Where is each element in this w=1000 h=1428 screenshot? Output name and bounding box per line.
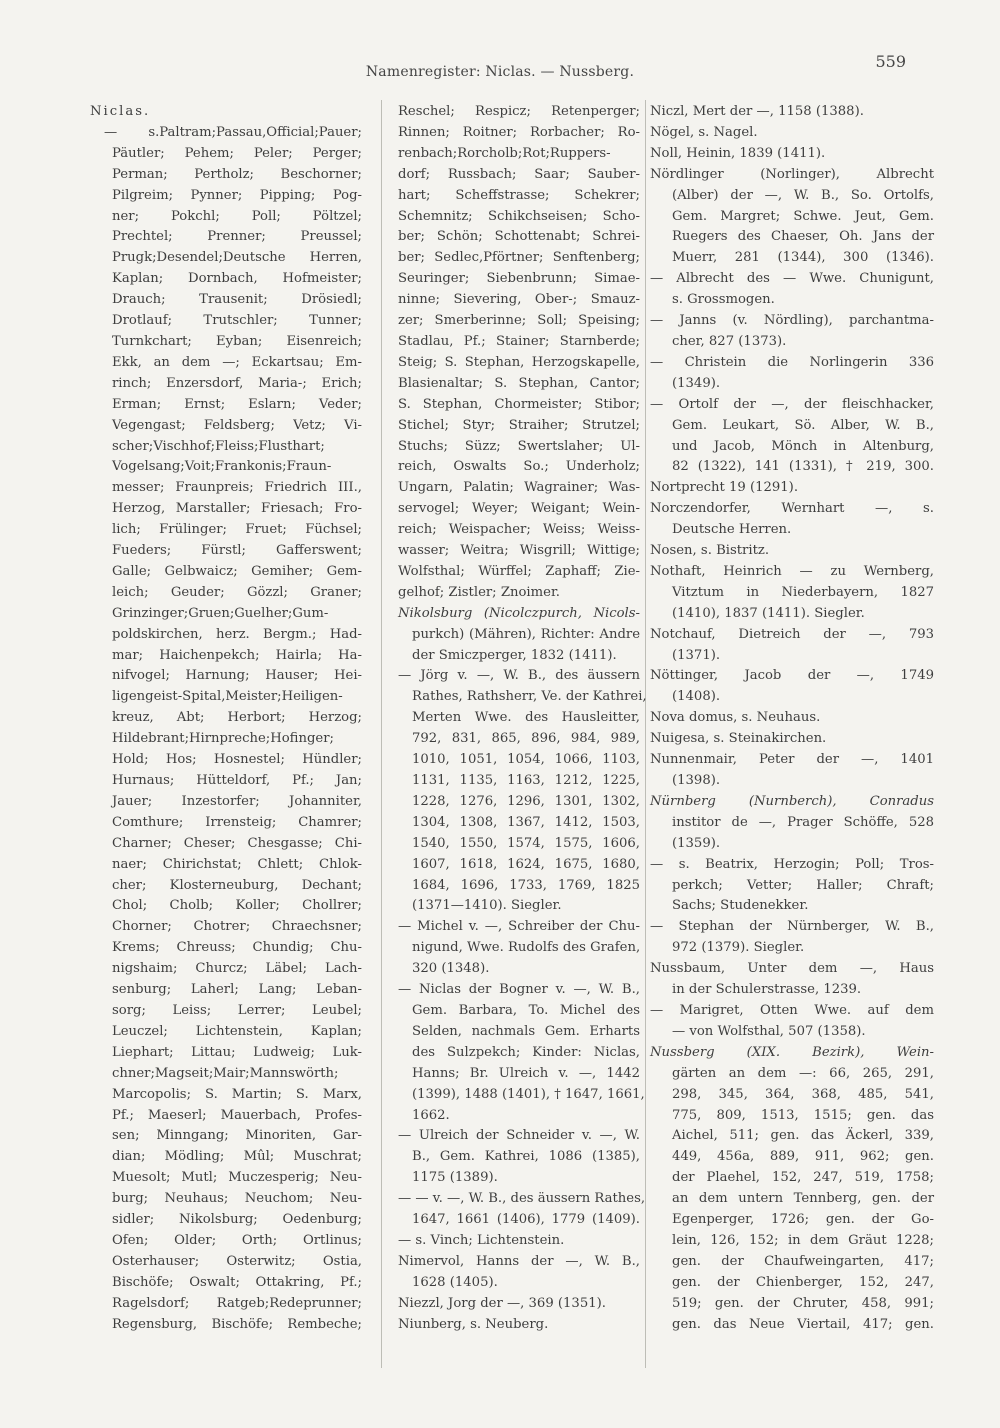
index-line: Nussberg (XIX. Bezirk), Wein-: [650, 1044, 934, 1060]
index-line: Krems; Chreuss; Chundig; Chu-: [112, 940, 362, 956]
index-line: — s. Vinch; Lichtenstein.: [398, 1232, 565, 1248]
index-line: Jauer; Inzestorfer; Johanniter,: [112, 793, 362, 809]
index-line: ber; Sedlec,Pförtner; Senftenberg;: [398, 250, 640, 266]
index-line: gen. das Neue Viertail, 417; gen.: [672, 1316, 934, 1332]
index-line: Muerr, 281 (1344), 300 (1346).: [672, 250, 934, 266]
index-line: Gem. Margret; Schwe. Jeut, Gem.: [672, 208, 934, 224]
index-line: Vogelsang;Voit;Frankonis;Fraun-: [112, 459, 332, 475]
index-column-3: [650, 102, 934, 1335]
index-line: Nikolsburg (Nicolczpurch, Nicols-: [398, 605, 640, 621]
index-line: 1304, 1308, 1367, 1412, 1503,: [412, 814, 640, 830]
index-line: 1628 (1405).: [412, 1274, 498, 1290]
index-line: Bischöfe; Oswalt; Ottakring, Pf.;: [112, 1274, 362, 1290]
index-line: Hold; Hos; Hosnestel; Hündler;: [112, 752, 362, 768]
index-line: Prugk;Desendel;Deutsche Herren,: [112, 250, 362, 266]
column-rule-left: [381, 100, 382, 1368]
index-line: 519; gen. der Chruter, 458, 991;: [672, 1295, 934, 1311]
index-line: Niczl, Mert der —, 1158 (1388).: [650, 104, 864, 119]
index-line: kreuz, Abt; Herbort; Herzog;: [112, 710, 362, 726]
index-line: Gem. Barbara, To. Michel des: [412, 1002, 640, 1018]
index-line: (1349).: [672, 375, 721, 391]
index-line: Selden, nachmals Gem. Erharts: [412, 1023, 640, 1039]
index-line: messer; Fraunpreis; Friedrich III.,: [112, 480, 362, 496]
index-line: Nuigesa, s. Steinakirchen.: [650, 731, 827, 747]
index-line: Notchauf, Dietreich der —, 793: [650, 626, 934, 642]
index-line: Comthure; Irrensteig; Chamrer;: [112, 814, 362, 830]
index-line: 775, 809, 1513, 1515; gen. das: [672, 1107, 934, 1123]
index-line: s. Grossmogen.: [672, 292, 775, 308]
index-line: 82 (1322), 141 (1331), † 219, 300.: [672, 459, 934, 475]
index-line: sidler; Nikolsburg; Oedenburg;: [112, 1212, 362, 1228]
index-column-2: [398, 102, 647, 1335]
index-line: senburg; Laherl; Lang; Leban-: [112, 982, 362, 998]
index-line: leich; Geuder; Gözzl; Graner;: [112, 584, 362, 600]
index-line: ber; Schön; Schottenabt; Schrei-: [398, 229, 640, 245]
index-line: nigund, Wwe. Rudolfs des Grafen,: [412, 940, 641, 956]
index-line: Nosen, s. Bistritz.: [650, 543, 770, 559]
index-line: Liephart; Littau; Ludweig; Luk-: [112, 1044, 362, 1060]
index-line: Aichel, 511; gen. das Äckerl, 339,: [672, 1128, 934, 1144]
index-line: (1408).: [672, 689, 721, 705]
index-line: Ofen; Older; Orth; Ortlinus;: [112, 1232, 362, 1248]
index-line: chner;Magseit;Mair;Mannswörth;: [112, 1065, 339, 1081]
index-line: ninne; Sievering, Ober-; Smauz-: [398, 292, 640, 308]
index-line: nigshaim; Churcz; Läbel; Lach-: [112, 961, 362, 977]
index-line: (1371).: [672, 647, 721, 663]
index-line: — Ortolf der —, der fleischhacker,: [650, 396, 934, 412]
index-line: ner; Pokchl; Poll; Pöltzel;: [112, 208, 362, 224]
index-line: 1010, 1051, 1054, 1066, 1103,: [412, 752, 640, 768]
index-line: Schemnitz; Schikchseisen; Scho-: [398, 208, 640, 224]
index-line: (1398).: [672, 773, 721, 788]
index-line: Erman; Ernst; Eslarn; Veder;: [112, 396, 362, 412]
index-line: Nussbaum, Unter dem —, Haus: [650, 961, 934, 977]
index-line: Egenperger, 1726; gen. der Go-: [672, 1212, 934, 1228]
index-line: in der Schulerstrasse, 1239.: [672, 982, 862, 998]
index-line: (Alber) der —, W. B., So. Ortolfs,: [672, 187, 934, 203]
index-line: (1371—1410). Siegler.: [412, 898, 562, 914]
index-line: Leuczel; Lichtenstein, Kaplan;: [112, 1023, 362, 1039]
index-line: Nothaft, Heinrich — zu Wernberg,: [650, 563, 934, 579]
index-line: Drotlauf; Trutschler; Tunner;: [112, 313, 362, 329]
index-line: Hildebrant;Hirnpreche;Hofinger;: [112, 731, 334, 747]
index-line: lein, 126, 152; in dem Gräut 1228;: [672, 1232, 934, 1248]
index-line: gen. der Chaufweingarten, 417;: [672, 1253, 934, 1269]
index-line: Pilgreim; Pynner; Pipping; Pog-: [112, 187, 362, 203]
index-line: naer; Chirichstat; Chlett; Chlok-: [112, 856, 362, 872]
index-line: Nortprecht 19 (1291).: [650, 480, 799, 496]
index-line: 1228, 1276, 1296, 1301, 1302,: [412, 793, 640, 809]
index-line: wasser; Weitra; Wisgrill; Wittige;: [398, 543, 640, 559]
index-line: cher, 827 (1373).: [672, 333, 787, 349]
running-header-title: Namenregister: Niclas. — Nussberg.: [365, 64, 635, 80]
index-line: (1399), 1488 (1401), † 1647, 1661,: [412, 1086, 645, 1102]
index-line: Niunberg, s. Neuberg.: [398, 1316, 549, 1332]
index-line: institor de —, Prager Schöffe, 528: [672, 814, 934, 830]
index-line: S. Stephan, Chormeister; Stibor;: [398, 396, 640, 412]
index-line: und Jacob, Mönch in Altenburg,: [672, 438, 934, 454]
index-line: — Niclas der Bogner v. —, W. B.,: [398, 982, 640, 998]
index-line: dorf; Russbach; Saar; Sauber-: [398, 166, 640, 182]
index-line: Perman; Pertholz; Beschorner;: [112, 166, 362, 182]
index-line: servogel; Weyer; Weigant; Wein-: [398, 501, 640, 517]
index-line: Ragelsdorf; Ratgeb;Redeprunner;: [112, 1295, 362, 1311]
index-line: zer; Smerberinne; Soll; Speising;: [398, 313, 640, 329]
index-line: der Plaehel, 152, 247, 519, 1758;: [672, 1170, 934, 1186]
index-line: sen; Minngang; Minoriten, Gar-: [112, 1128, 362, 1144]
index-line: Merten Wwe. des Hausleitter,: [412, 710, 640, 726]
index-line: 298, 345, 364, 368, 485, 541,: [672, 1086, 934, 1102]
index-line: Vitztum in Niederbayern, 1827: [672, 584, 934, 600]
index-line: — Stephan der Nürnberger, W. B.,: [650, 919, 934, 935]
index-line: — Michel v. —, Schreiber der Chu-: [398, 919, 640, 935]
index-line: Sachs; Studenekker.: [672, 898, 809, 914]
index-line: Nova domus, s. Neuhaus.: [650, 710, 821, 726]
index-line: 1607, 1618, 1624, 1675, 1680,: [412, 856, 640, 872]
index-line: Niezzl, Jorg der —, 369 (1351).: [398, 1295, 606, 1311]
index-line: — Marigret, Otten Wwe. auf dem: [650, 1002, 934, 1018]
index-line: — Janns (v. Nördling), parchantma-: [650, 313, 934, 329]
index-line: Hanns; Br. Ulreich v. —, 1442: [412, 1065, 640, 1081]
index-line: Noll, Heinin, 1839 (1411).: [650, 145, 826, 161]
index-line: 792, 831, 865, 896, 984, 989,: [412, 731, 640, 747]
index-line: Stadlau, Pf.; Stainer; Starnberde;: [398, 333, 640, 349]
index-line: Turnkchart; Eyban; Eisenreich;: [112, 333, 362, 349]
index-line: reich; Weispacher; Weiss; Weiss-: [398, 522, 640, 538]
index-line: Marcopolis; S. Martin; S. Marx,: [112, 1086, 362, 1102]
index-line: gelhof; Zistler; Znoimer.: [398, 584, 560, 600]
index-line: Stuchs; Süzz; Swertslaher; Ul-: [398, 438, 640, 454]
index-line: Norczendorfer, Wernhart —, s.: [650, 501, 934, 517]
index-line: an dem untern Tennberg, gen. der: [672, 1191, 934, 1207]
index-line: Steig; S. Stephan, Herzogskapelle,: [398, 354, 640, 370]
index-line: Päutler; Pehem; Peler; Perger;: [112, 145, 362, 161]
index-line: perkch; Vetter; Haller; Chraft;: [672, 877, 934, 893]
index-line: scher;Vischhof;Fleiss;Flusthart;: [112, 438, 325, 454]
index-line: hart; Scheffstrasse; Schekrer;: [398, 187, 640, 203]
index-line: der Smiczperger, 1832 (1411).: [412, 647, 617, 663]
index-line: 972 (1379). Siegler.: [672, 940, 805, 956]
index-line: reich, Oswalts So.; Underholz;: [398, 459, 640, 475]
index-line: gen. der Chienberger, 152, 247,: [672, 1274, 934, 1290]
index-line: 449, 456a, 889, 911, 962; gen.: [672, 1149, 934, 1165]
index-line: cher; Klosterneuburg, Dechant;: [112, 877, 362, 893]
index-line: 1684, 1696, 1733, 1769, 1825: [412, 877, 640, 893]
index-line: Drauch; Trausenit; Drösiedl;: [112, 292, 362, 308]
index-line: Kaplan; Dornbach, Hofmeister;: [112, 271, 362, 287]
index-line: 320 (1348).: [412, 961, 490, 977]
page-number: 559: [875, 52, 906, 71]
index-line: Grinzinger;Gruen;Guelher;Gum-: [112, 605, 329, 621]
index-line: 1540, 1550, 1574, 1575, 1606,: [412, 835, 640, 851]
index-line: 1662.: [412, 1107, 450, 1123]
index-line: sorg; Leiss; Lerrer; Leubel;: [112, 1002, 362, 1018]
index-column-1: [90, 102, 362, 1335]
index-line: des Sulzpekch; Kinder: Niclas,: [412, 1044, 640, 1060]
index-line: Seuringer; Siebenbrunn; Simae-: [398, 271, 640, 287]
index-line: lich; Frülinger; Fruet; Füchsel;: [112, 522, 362, 538]
index-line: Wolfsthal; Würffel; Zaphaff; Zie-: [398, 563, 640, 579]
index-line: B., Gem. Kathrei, 1086 (1385),: [412, 1149, 640, 1165]
column-rule-right: [645, 100, 646, 1368]
index-line: 1647, 1661 (1406), 1779 (1409).: [412, 1212, 640, 1228]
index-line: Ruegers des Chaeser, Oh. Jans der: [672, 229, 934, 245]
index-line: nifvogel; Harnung; Hauser; Hei-: [112, 668, 362, 684]
index-line: Galle; Gelbwaicz; Gemiher; Gem-: [112, 563, 362, 579]
index-line: Pf.; Maeserl; Mauerbach, Profes-: [112, 1107, 362, 1123]
index-line: poldskirchen, herz. Bergm.; Had-: [112, 626, 362, 642]
index-line: rinch; Enzersdorf, Maria-; Erich;: [112, 375, 362, 391]
index-line: renbach;Rorcholb;Rot;Ruppers-: [398, 145, 611, 161]
index-line: Blasienaltar; S. Stephan, Cantor;: [398, 375, 640, 391]
index-line: — Jörg v. —, W. B., des äussern: [398, 668, 640, 684]
index-line: Nördlinger (Norlinger), Albrecht: [650, 166, 934, 182]
index-line: — von Wolfsthal, 507 (1358).: [672, 1023, 866, 1039]
index-line: Stichel; Styr; Straiher; Strutzel;: [398, 417, 640, 433]
index-line: Chorner; Chotrer; Chraechsner;: [112, 919, 362, 935]
index-line: Prechtel; Prenner; Preussel;: [112, 229, 362, 245]
index-line: — s. Beatrix, Herzogin; Poll; Tros-: [650, 856, 934, 872]
index-line: Ekk, an dem —; Eckartsau; Em-: [112, 354, 362, 370]
index-line: Rinnen; Roitner; Rorbacher; Ro-: [398, 124, 640, 140]
index-line: — Ulreich der Schneider v. —, W.: [398, 1128, 640, 1144]
index-line: Nimervol, Hanns der —, W. B.,: [398, 1253, 640, 1269]
index-line: — Albrecht des — Wwe. Chunigunt,: [650, 271, 934, 287]
index-line: gärten an dem —: 66, 265, 291,: [672, 1065, 934, 1081]
index-line: 1175 (1389).: [412, 1170, 498, 1186]
index-line: (1359).: [672, 835, 721, 851]
index-line: mar; Haichenpekch; Hairla; Ha-: [112, 647, 362, 663]
index-line: Chol; Cholb; Koller; Chollrer;: [112, 898, 362, 914]
index-line: (1410), 1837 (1411). Siegler.: [672, 605, 865, 621]
index-line: — Christein die Norlingerin 336: [650, 354, 934, 370]
index-line: Nürnberg (Nurnberch), Conradus: [650, 793, 934, 809]
index-line: Ungarn, Palatin; Wagrainer; Was-: [398, 480, 640, 496]
index-line: Herzog, Marstaller; Friesach; Fro-: [112, 501, 362, 517]
index-line: Regensburg, Bischöfe; Rembeche;: [112, 1316, 362, 1332]
index-line: Muesolt; Mutl; Muczesperig; Neu-: [112, 1170, 362, 1186]
index-line: Osterhauser; Osterwitz; Ostia,: [112, 1253, 362, 1269]
index-line: Deutsche Herren.: [672, 522, 792, 538]
index-line: Fueders; Fürstl; Gafferswent;: [112, 543, 362, 559]
index-line: — s.Paltram;Passau,Official;Pauer;: [104, 124, 362, 140]
index-line: — — v. —, W. B., des äussern Rathes,: [398, 1191, 646, 1207]
index-line: Hurnaus; Hütteldorf, Pf.; Jan;: [112, 773, 362, 788]
index-line: Gem. Leukart, Sö. Alber, W. B.,: [672, 417, 934, 433]
index-line: dian; Mödling; Mûl; Muschrat;: [112, 1149, 362, 1165]
index-line: 1131, 1135, 1163, 1212, 1225,: [412, 773, 640, 788]
index-line: Reschel; Respicz; Retenperger;: [398, 104, 640, 119]
index-line: Charner; Cheser; Chesgasse; Chi-: [112, 835, 362, 851]
index-line: Vegengast; Feldsberg; Vetz; Vi-: [112, 417, 362, 433]
index-line: Nögel, s. Nagel.: [650, 124, 758, 140]
index-line: ligengeist-Spital,Meister;Heiligen-: [112, 689, 343, 705]
index-line: Niclas.: [90, 104, 151, 119]
index-line: purkch) (Mähren), Richter: Andre: [412, 626, 640, 642]
index-line: Rathes, Rathsherr, Ve. der Kathrei,: [412, 689, 647, 705]
index-line: burg; Neuhaus; Neuchom; Neu-: [112, 1191, 362, 1207]
index-line: Nunnenmair, Peter der —, 1401: [650, 752, 934, 768]
index-line: Nöttinger, Jacob der —, 1749: [650, 668, 934, 684]
